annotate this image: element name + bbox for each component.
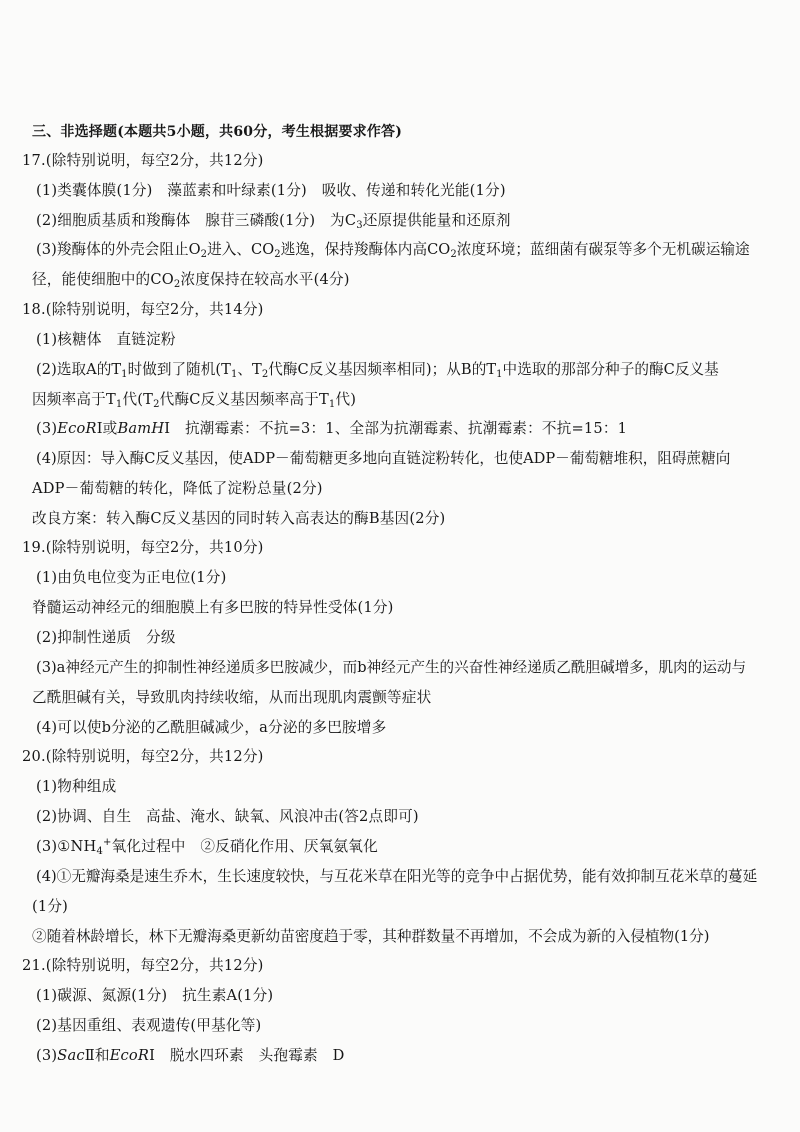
q18-answer-4-cont: ADP－葡萄糖的转化，降低了淀粉总量(2分) <box>32 480 323 497</box>
q20-answer-2: (2)协调、自生 高盐、淹水、缺氧、风浪冲击(答2点即可) <box>36 808 419 825</box>
q21-answer-2: (2)基因重组、表观遗传(甲基化等) <box>36 1017 262 1034</box>
q18-answer-3: (3)EcoRⅠ或BamHⅠ 抗潮霉素：不抗=3：1、全部为抗潮霉素、抗潮霉素：不抗=15：1 <box>36 420 628 437</box>
q18-answer-4: (4)原因：导入酶C反义基因，使ADP－葡萄糖更多地向直链淀粉转化，也使ADP－葡萄糖堆积，阻碍蔗糖向 <box>36 450 731 467</box>
q18-improvement-plan: 改良方案：转入酶C反义基因的同时转入高表达的酶B基因(2分) <box>32 510 446 527</box>
q17-answer-3-cont: 径，能使细胞中的$CO_2$浓度保持在较高水平(4分) <box>32 271 350 290</box>
q17-answer-2: (2)细胞质基质和羧酶体 腺苷三磷酸(1分) 为$C_3$还原提供能量和还原剂 <box>36 212 511 231</box>
q19-header: 19.(除特别说明，每空2分，共10分) <box>22 539 264 556</box>
q19-answer-2: (2)抑制性递质 分级 <box>36 629 176 646</box>
q18-answer-2-cont: 因频率高于$T_1$代($T_2$代酶C反义基因频率高于$T_1$代) <box>32 391 357 410</box>
q21-answer-1: (1)碳源、氮源(1分) 抗生素A(1分) <box>36 987 274 1004</box>
q20-header: 20.(除特别说明，每空2分，共12分) <box>22 748 264 765</box>
q19-answer-4: (4)可以使b分泌的乙酰胆碱减少，a分泌的多巴胺增多 <box>36 719 387 736</box>
q17-header: 17.(除特别说明，每空2分，共12分) <box>22 152 264 169</box>
q19-answer-1: (1)由负电位变为正电位(1分) <box>36 569 227 586</box>
q19-answer-3-cont: 乙酰胆碱有关，导致肌肉持续收缩，从而出现肌肉震颤等症状 <box>32 689 432 706</box>
q18-answer-2: (2)选取A的$T_1$时做到了随机($T_1$、$T_2$代酶C反义基因频率相同)；从B的$T_1$中选取的那部分种子的酶C反义基 <box>36 361 719 380</box>
q19-answer-3: (3)a神经元产生的抑制性神经递质多巴胺减少，而b神经元产生的兴奋性神经递质乙酰胆碱增多，肌肉的运动与 <box>36 659 747 676</box>
q20-answer-4-cont: (1分) <box>32 898 69 915</box>
q18-header: 18.(除特别说明，每空2分，共14分) <box>22 301 264 318</box>
q18-answer-1: (1)核糖体 直链淀粉 <box>36 331 176 348</box>
section-title: 三、非选择题(本题共5小题，共60分，考生根据要求作答) <box>32 124 403 140</box>
q19-answer-1-extra: 脊髓运动神经元的细胞膜上有多巴胺的特异性受体(1分) <box>32 599 394 616</box>
q20-answer-4: (4)①无瓣海桑是速生乔木，生长速度较快，与互花米草在阳光等的竞争中占据优势，能有效抑制互花米草的蔓延 <box>36 868 758 885</box>
q17-answer-3: (3)羧酶体的外壳会阻止$O_2$进入、$CO_2$逃逸，保持羧酶体内高$CO_2$浓度环境；蓝细菌有碳泵等多个无机碳运输途 <box>36 241 750 260</box>
q21-header: 21.(除特别说明，每空2分，共12分) <box>22 957 264 974</box>
q20-answer-3: $(3)①NH_4^+$氧化过程中 ②反硝化作用、厌氧氨氧化 <box>36 837 378 857</box>
q20-answer-1: (1)物种组成 <box>36 778 117 795</box>
q21-answer-3: (3)SacⅡ和EcoRⅠ 脱水四环素 头孢霉素 D <box>36 1047 345 1064</box>
q17-answer-1: (1)类囊体膜(1分) 藻蓝素和叶绿素(1分) 吸收、传递和转化光能(1分) <box>36 182 506 199</box>
q20-answer-4-part2: ②随着林龄增长，林下无瓣海桑更新幼苗密度趋于零，其种群数量不再增加，不会成为新的入侵植物(1分) <box>32 928 710 945</box>
